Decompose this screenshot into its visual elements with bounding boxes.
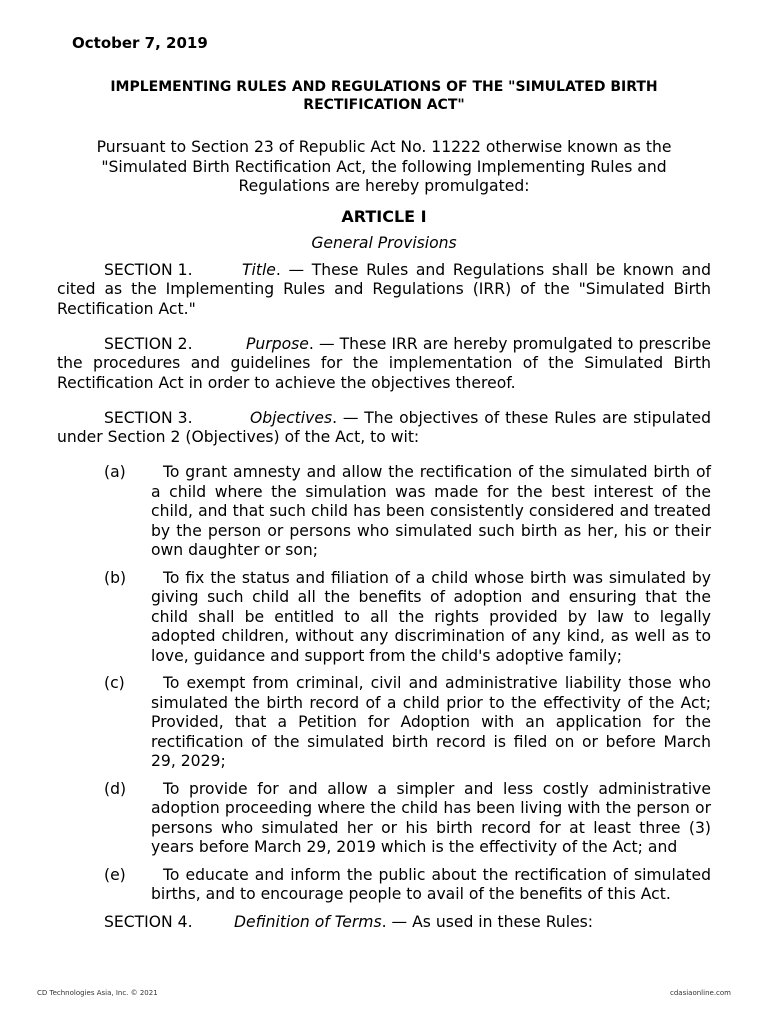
section-heading: Objectives [250, 408, 333, 427]
footer-copyright: CD Technologies Asia, Inc. © 2021 [37, 989, 158, 997]
section-3 [57, 409, 711, 448]
section-number: SECTION 1. [104, 260, 193, 279]
section-text: . — The objectives of these Rules are stipulated under Section 2 (Objectives) of the Act, to wit: [57, 408, 711, 447]
objectives-list [57, 463, 711, 905]
section-heading: Purpose [246, 334, 309, 353]
section-4 [57, 913, 711, 933]
document-date: October 7, 2019 [72, 34, 208, 52]
section-2 [57, 335, 711, 394]
section-number: SECTION 3. [104, 408, 193, 427]
item-label: (c) [104, 674, 125, 693]
section-heading: Title [242, 260, 276, 279]
item-text: To grant amnesty and allow the rectification of the simulated birth of a child where the simulation was made for the best interest of the child, and that such child has been consistently considered and treated by the person or persons who simulated such birth as her, his or their own daughter or son; [151, 463, 711, 560]
footer-website: cdasiaonline.com [670, 989, 731, 997]
item-text: To educate and inform the public about the rectification of simulated births, and to encourage people to avail of the benefits of this Act. [151, 865, 711, 904]
section-number: SECTION 4. [104, 912, 193, 931]
section-heading: Definition of Terms [234, 912, 382, 931]
document-page [57, 30, 711, 948]
item-text: To fix the status and filiation of a child whose birth was simulated by giving such child all the benefits of adoption and ensuring that the child shall be entitled to all the rights provided by law to legally adopted children, without any discrimination of any kind, as well as to love, guidance and support from the child's adoptive family; [151, 568, 711, 665]
item-label: (a) [104, 463, 126, 482]
intro-paragraph: Pursuant to Section 23 of Republic Act No. 11222 otherwise known as the "Simulated Birth Rectification Act, the following Implementing Rules and Regulations are hereby promulgated: [96, 138, 672, 195]
section-text: . — These Rules and Regulations shall be known and cited as the Implementing Rules and Regulations (IRR) of the "Simulated Birth Rectification Act." [57, 260, 711, 318]
item-text: To provide for and allow a simpler and less costly administrative adoption proceeding where the child has been living with the person or persons who simulated her or his birth record for at least three (3) years before March 29, 2019 which is the effectivity of the Act; and [151, 779, 711, 857]
list-item [57, 569, 711, 667]
list-item [57, 866, 711, 905]
section-text: . — As used in these Rules: [381, 912, 594, 931]
item-text: To exempt from criminal, civil and administrative liability those who simulated the birth record of a child prior to the effectivity of the Act; Provided, that a Petition for Adoption with an application for the rectification of the simulated birth record is filed on or before March 29, 2029; [151, 674, 711, 771]
list-item [57, 463, 711, 561]
article-subtitle: General Provisions [311, 233, 457, 252]
list-item [57, 780, 711, 858]
list-item [57, 674, 711, 772]
article-heading: ARTICLE I [341, 206, 427, 226]
section-number: SECTION 2. [104, 334, 193, 353]
section-text: . — These IRR are hereby promulgated to prescribe the procedures and guidelines for the implementation of the Simulated Birth Rectification Act in order to achieve the objectives thereof. [57, 334, 711, 392]
document-title: IMPLEMENTING RULES AND REGULATIONS OF THE "SIMULATED BIRTH RECTIFICATION ACT" [110, 79, 658, 113]
section-1 [57, 261, 711, 320]
item-label: (e) [104, 865, 126, 884]
item-label: (d) [104, 779, 127, 798]
item-label: (b) [104, 568, 127, 587]
